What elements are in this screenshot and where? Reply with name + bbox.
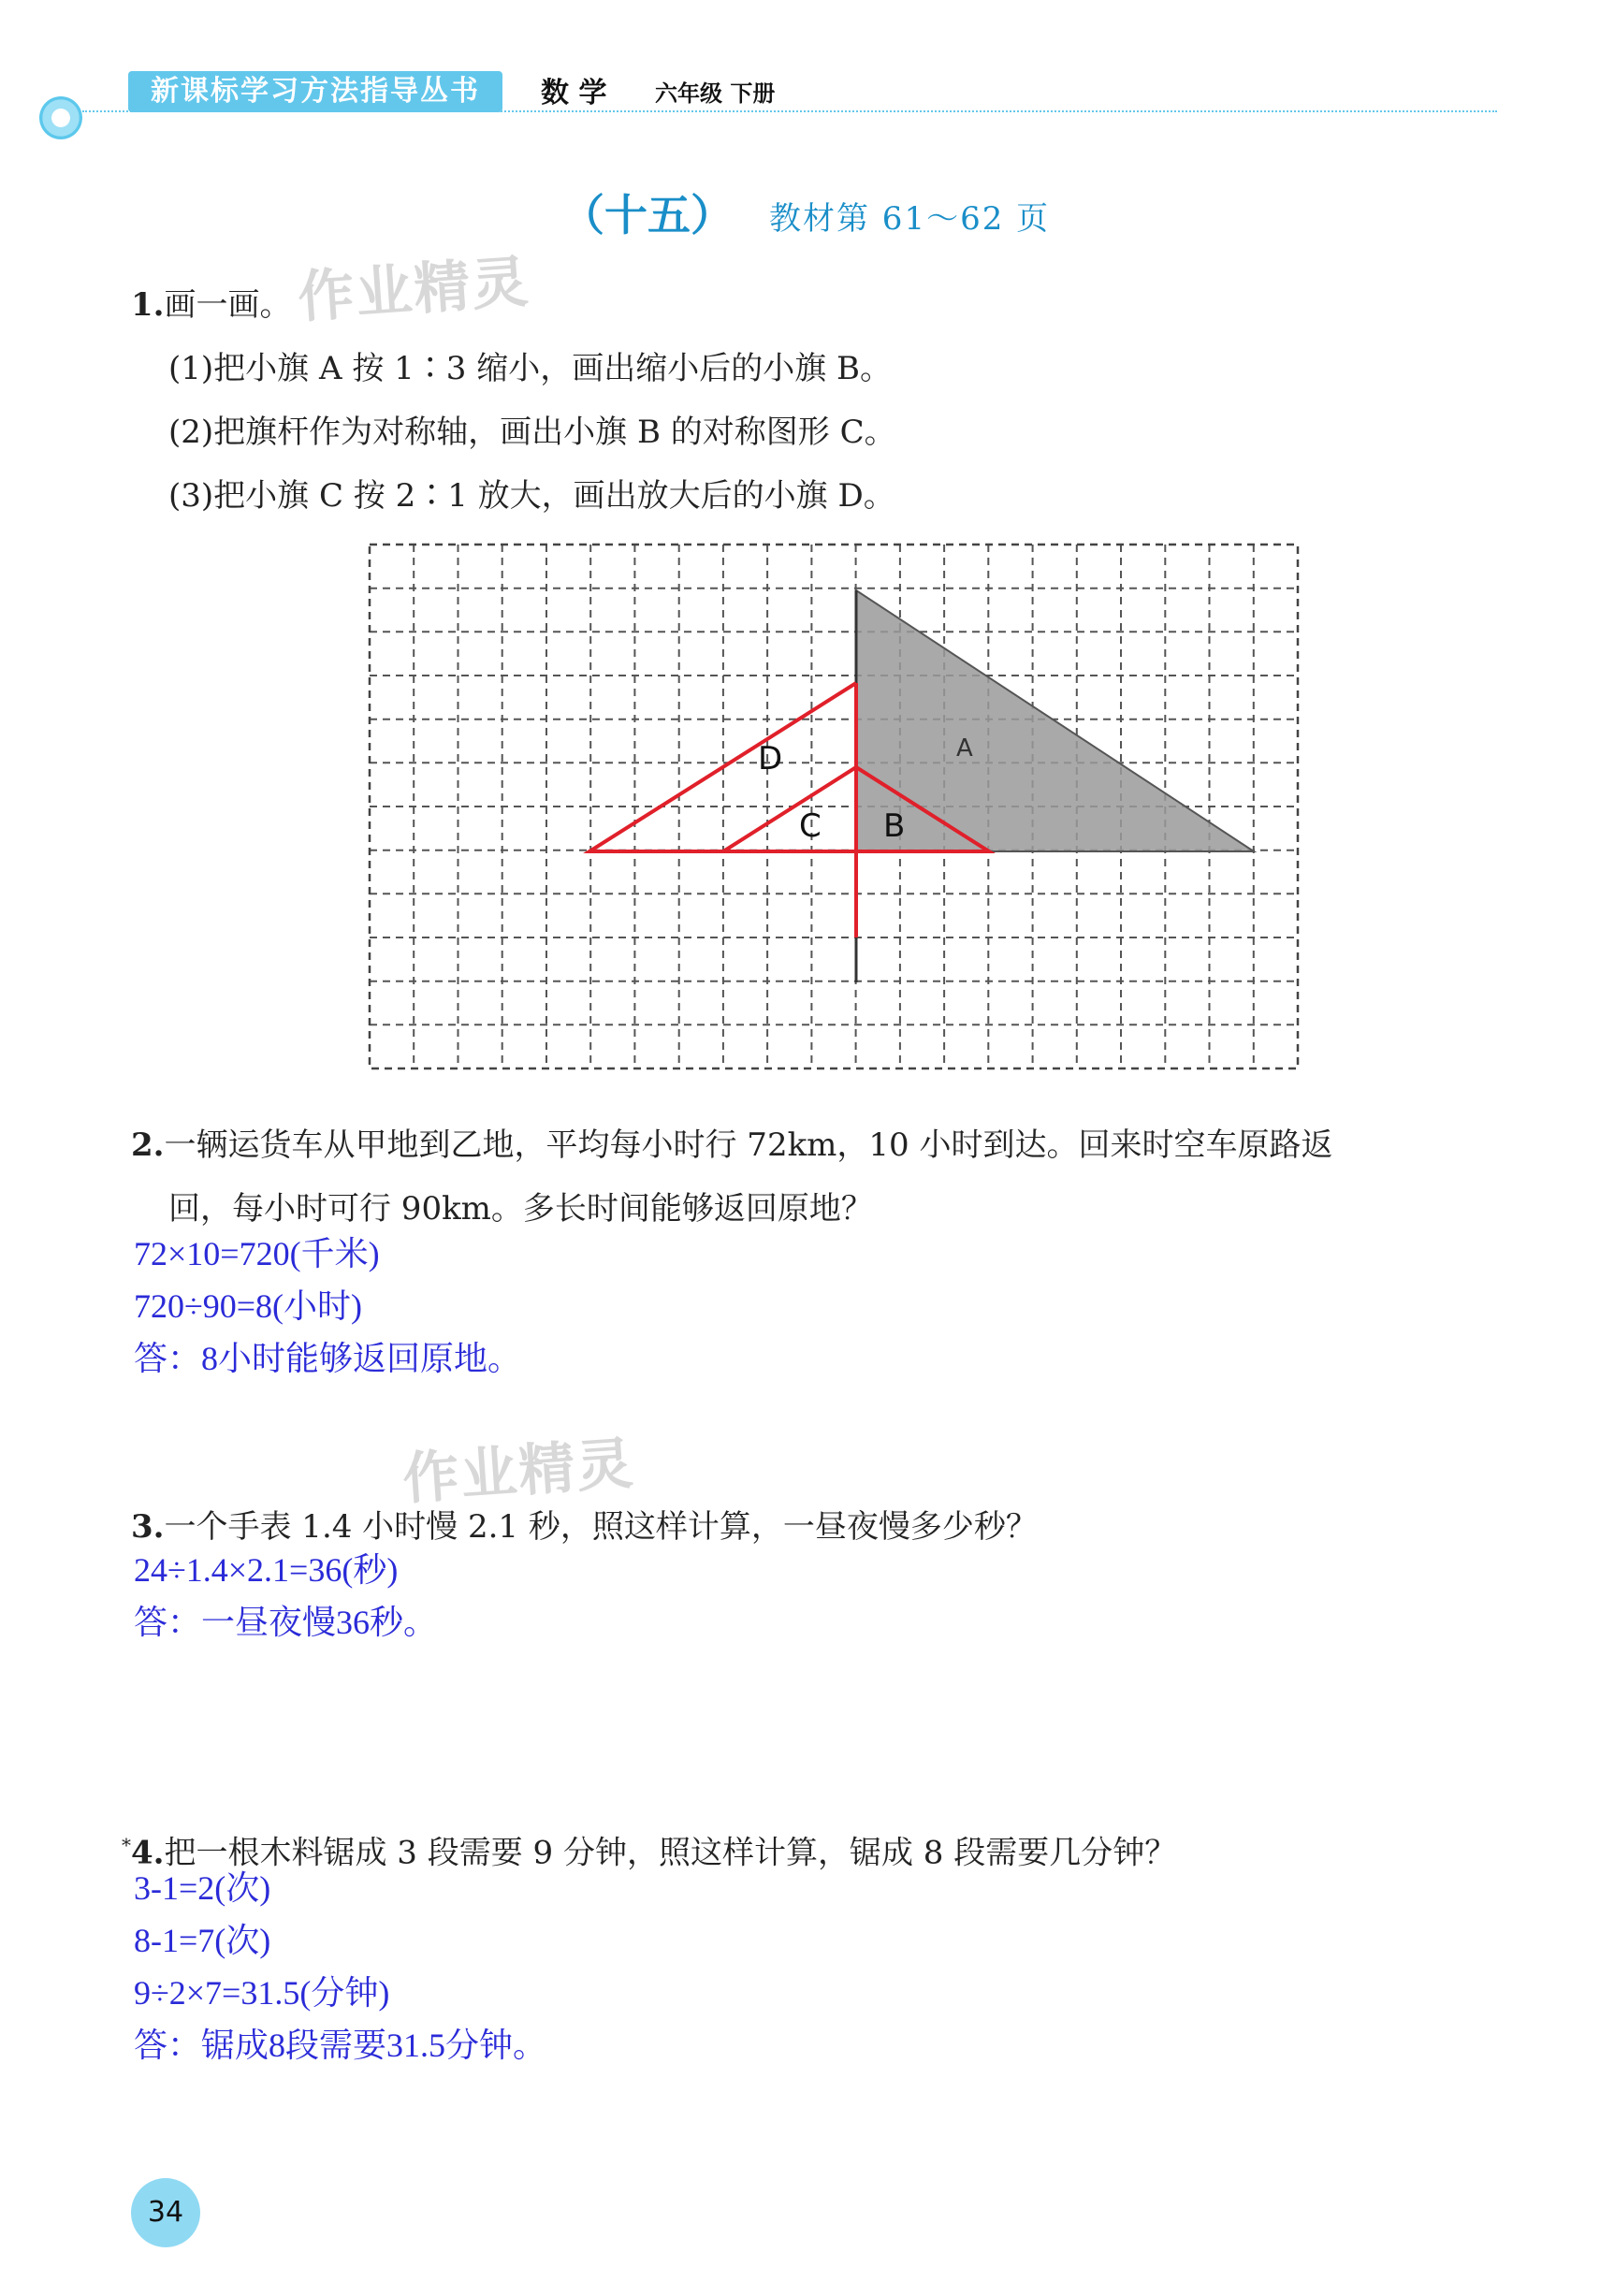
answer-line: 24÷1.4×2.1=36(秒) xyxy=(134,1551,399,1589)
subject-label: 数 学 xyxy=(541,77,607,109)
answer-line: 答：一昼夜慢36秒。 xyxy=(134,1604,438,1641)
answer-line: 3-1=2(次) xyxy=(134,1869,271,1907)
q1-step-3: (3)把小旗 C 按 2∶1 放大，画出放大后的小旗 D。 xyxy=(168,477,895,515)
q1-step-1: (1)把小旗 A 按 1∶3 缩小，画出缩小后的小旗 B。 xyxy=(168,350,893,387)
question-3 xyxy=(131,1506,1038,1548)
section-title: （十五） xyxy=(561,190,734,240)
question-text: 画一画。 xyxy=(164,286,292,324)
page-number: 34 xyxy=(131,2178,200,2247)
flag-c-shape xyxy=(723,767,856,851)
question-number: 1. xyxy=(131,286,165,324)
answer-line: 答：8小时能够返回原地。 xyxy=(134,1340,522,1377)
question-text: 一个手表 1.4 小时慢 2.1 秒，照这样计算，一昼夜慢多少秒？ xyxy=(164,1508,1038,1546)
question-1 xyxy=(131,284,292,326)
question-text-line-1: 一辆运货车从甲地到乙地，平均每小时行 72km，10 小时到达。回来时空车原路返 xyxy=(164,1126,1333,1164)
answer-line: 9÷2×7=31.5(分钟) xyxy=(134,1974,390,2012)
question-number: 4. xyxy=(131,1834,165,1872)
answer-line: 答：锯成8段需要31.5分钟。 xyxy=(134,2027,547,2064)
flag-grid-figure xyxy=(365,541,1304,1074)
answer-line: 8-1=7(次) xyxy=(134,1922,271,1959)
book-series-title: 新课标学习方法指导丛书 xyxy=(128,71,502,112)
flag-a-shape xyxy=(856,590,1254,851)
question-text: 把一根木料锯成 3 段需要 9 分钟，照这样计算，锯成 8 段需要几分钟？ xyxy=(164,1834,1177,1872)
label-b: B xyxy=(883,807,906,845)
answer-line: 72×10=720(千米) xyxy=(134,1235,380,1272)
answer-line: 720÷90=8(小时) xyxy=(134,1287,363,1325)
section-pages: 教材第 61～62 页 xyxy=(769,200,1051,238)
q1-step-2: (2)把旗杆作为对称轴，画出小旗 B 的对称图形 C。 xyxy=(168,414,896,451)
label-c: C xyxy=(799,807,822,845)
question-2 xyxy=(131,1125,1332,1166)
header-circle-icon xyxy=(39,96,82,139)
question-4 xyxy=(122,1824,1176,1873)
label-a: A xyxy=(956,734,973,763)
optional-star: * xyxy=(122,1834,131,1856)
question-text-line-2: 回，每小时可行 90km。多长时间能够返回原地？ xyxy=(168,1190,873,1228)
question-number: 2. xyxy=(131,1126,165,1164)
watermark: 作业精灵 xyxy=(400,1431,637,1513)
watermark: 作业精灵 xyxy=(296,249,532,331)
grade-label: 六年级 下册 xyxy=(655,80,776,107)
question-number: 3. xyxy=(131,1508,165,1546)
label-d: D xyxy=(758,740,783,777)
